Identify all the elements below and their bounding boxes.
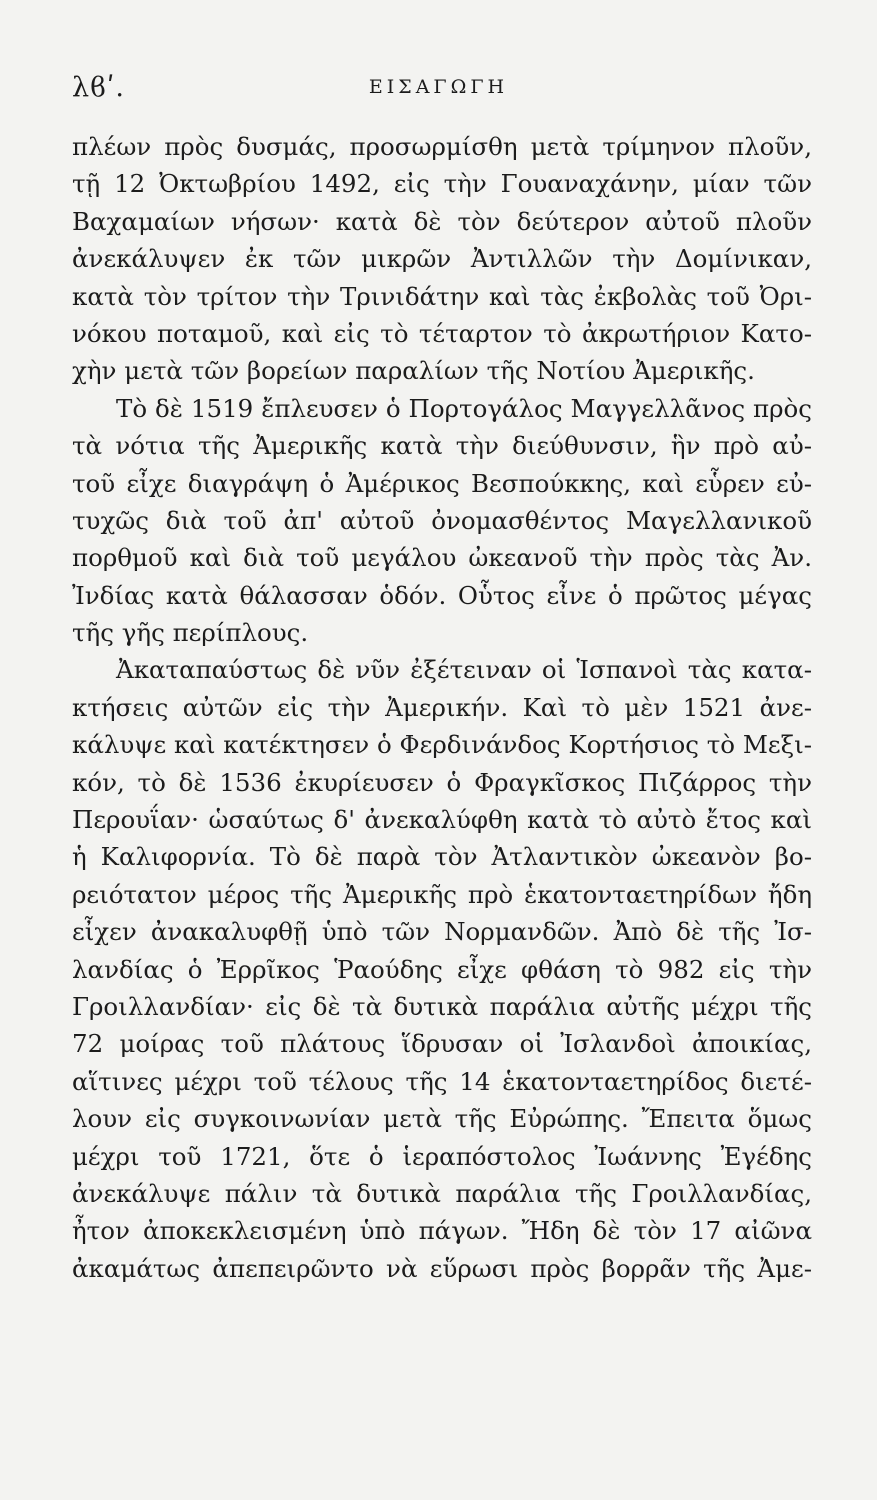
text-line: πλέων πρὸς δυσμάς, προσωρμίσθη μετὰ τρίμηνον πλοῦν, xyxy=(72,132,812,161)
body-text xyxy=(72,128,812,1287)
text-line: νόκου ποταμοῦ, καὶ εἰς τὸ τέταρτον τὸ ἀκρωτήριον Κατο- xyxy=(72,318,812,348)
text-line: αἵτινες μέχρι τοῦ τέλους τῆς 14 ἑκατονταετηρίδος διετέ- xyxy=(72,1066,812,1096)
text-line: Τὸ δὲ 1519 ἔπλευσεν ὁ Πορτογάλος Μαγγελλᾶνος πρὸς xyxy=(116,393,812,423)
text-line: λανδίας ὁ Ἐρρῖκος Ῥαούδης εἶχε φθάση τὸ 982 εἰς τὴν xyxy=(72,954,812,984)
text-line: Βαχαμαίων νήσων· κατὰ δὲ τὸν δεύτερον αὐτοῦ πλοῦν xyxy=(72,206,812,236)
text-line: κτήσεις αὐτῶν εἰς τὴν Ἀμερικήν. Καὶ τὸ μὲν 1521 ἀνε- xyxy=(72,692,812,722)
text-line: τυχῶς διὰ τοῦ ἀπ' αὐτοῦ ὀνομασθέντος Μαγελλανικοῦ xyxy=(72,505,812,535)
text-line: ἀνεκάλυψε πάλιν τὰ δυτικὰ παράλια τῆς Γροιλλανδίας, xyxy=(72,1178,812,1208)
running-title: ΕΙΣΑΓΩΓΗ xyxy=(368,76,509,98)
text-line: μέχρι τοῦ 1721, ὅτε ὁ ἱεραπόστολος Ἰωάννης Ἐγέδης xyxy=(72,1141,812,1171)
text-line: ἀνεκάλυψεν ἐκ τῶν μικρῶν Ἀντιλλῶν τὴν Δομίνικαν, xyxy=(72,244,812,274)
page-header xyxy=(72,72,805,112)
text-line: χὴν μετὰ τῶν βορείων παραλίων τῆς Νοτίου Ἀμερικῆς. xyxy=(72,356,755,386)
text-line: Περουΐαν· ὡσαύτως δ' ἀνεκαλύφθη κατὰ τὸ αὐτὸ ἔτος καὶ xyxy=(72,805,812,835)
text-line: ἡ Καλιφορνία. Τὸ δὲ παρὰ τὸν Ἀτλαντικὸν ὠκεανὸν βο- xyxy=(72,842,812,872)
text-line: ἦτον ἀποκεκλεισμένη ὑπὸ πάγων. Ἤδη δὲ τὸν 17 αἰῶνα xyxy=(72,1216,812,1246)
text-line: Ἰνδίας κατὰ θάλασσαν ὁδόν. Οὗτος εἶνε ὁ πρῶτος μέγας xyxy=(72,580,812,610)
text-line: ἀκαμάτως ἀπεπειρῶντο νὰ εὕρωσι πρὸς βορρᾶν τῆς Ἀμε- xyxy=(72,1253,812,1283)
page-number: λϐʹ. xyxy=(72,72,125,103)
text-line: 72 μοίρας τοῦ πλάτους ἵδρυσαν οἱ Ἰσλανδοὶ ἀποικίας, xyxy=(72,1029,812,1059)
text-line: κάλυψε καὶ κατέκτησεν ὁ Φερδινάνδος Κορτήσιος τὸ Μεξι- xyxy=(72,730,812,760)
text-line: πορθμοῦ καὶ διὰ τοῦ μεγάλου ὠκεανοῦ τὴν πρὸς τὰς Ἀν. xyxy=(72,543,812,573)
text-line: τῇ 12 Ὀκτωβρίου 1492, εἰς τὴν Γουαναχάνην, μίαν τῶν xyxy=(72,169,812,199)
text-line: εἶχεν ἀνακαλυφθῇ ὑπὸ τῶν Νορμανδῶν. Ἀπὸ δὲ τῆς Ἰσ- xyxy=(72,917,812,947)
text-line: τῆς γῆς περίπλους. xyxy=(72,618,309,648)
text-line: τοῦ εἶχε διαγράψη ὁ Ἀμέρικος Βεσπούκκης, καὶ εὗρεν εὐ- xyxy=(72,468,812,498)
text-line: κατὰ τὸν τρίτον τὴν Τρινιδάτην καὶ τὰς ἐκβολὰς τοῦ Ὀρι- xyxy=(72,281,812,311)
text-line: Ἀκαταπαύστως δὲ νῦν ἐξέτειναν οἱ Ἱσπανοὶ τὰς κατα- xyxy=(116,655,812,685)
text-line: κόν, τὸ δὲ 1536 ἐκυρίευσεν ὁ Φραγκῖσκος Πιζάρρος τὴν xyxy=(72,767,812,797)
text-line: ρειότατον μέρος τῆς Ἀμερικῆς πρὸ ἑκατονταετηρίδων ἤδη xyxy=(72,879,812,909)
text-line: Γροιλλανδίαν· εἰς δὲ τὰ δυτικὰ παράλια αὐτῆς μέχρι τῆς xyxy=(72,991,812,1021)
text-line: λουν εἰς συγκοινωνίαν μετὰ τῆς Εὐρώπης. Ἔπειτα ὅμως xyxy=(72,1104,812,1134)
text-line: τὰ νότια τῆς Ἀμερικῆς κατὰ τὴν διεύθυνσιν, ἣν πρὸ αὐ- xyxy=(72,431,812,461)
